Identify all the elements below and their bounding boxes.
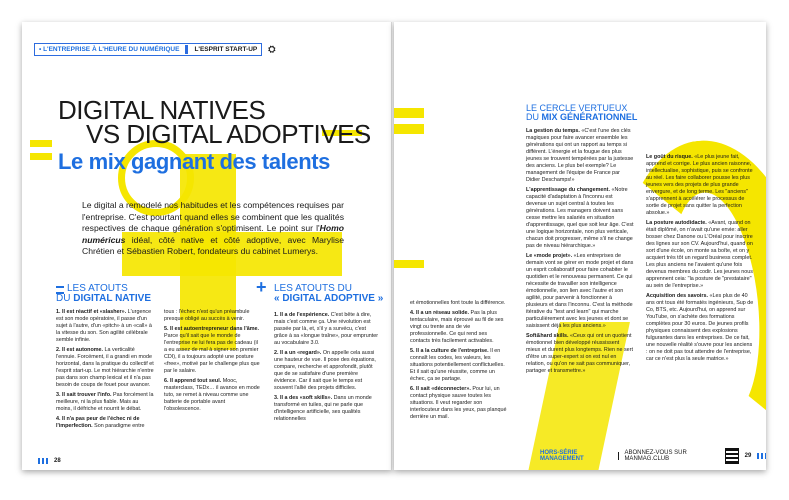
native-heading	[56, 284, 151, 304]
adoptive-item: 3. Il a des «soft skills». Dans un monde transformé en tuiles, qui ne parle que d'intelligence artificielle, ses qualités relationnelles	[274, 395, 372, 422]
cercle-heading	[526, 104, 637, 122]
native-item: 3. Il sait trouver l'info. Pas forcément la meilleure, ni la plus fiable. Mais au moins, il défriche et nourrit le débat.	[56, 392, 154, 412]
cercle-column	[526, 128, 634, 378]
footer-dots	[757, 453, 766, 459]
native-item: 5. Il est autoentrepreneur dans l'âme. Parce qu'il sait que le monde de l'entreprise ne lui fera pas de cadeau (il a eu assez de mal à signer son premier CDI), il a toujours adopté une posture «free», motivé par le challenge plus que par le salaire.	[164, 326, 260, 374]
yellow-equals-bar	[30, 140, 52, 147]
adoptive-heading	[274, 284, 383, 304]
footer-dots	[38, 458, 48, 464]
page-number: 28	[54, 458, 61, 464]
yellow-bar-bottom	[394, 260, 424, 268]
lead-emphasis: Homo numéricus	[82, 223, 344, 245]
adoptive-column-continued	[410, 300, 508, 424]
header-divider	[185, 45, 188, 54]
yellow-equals-bar-2	[30, 153, 52, 160]
cercle-item: Le «mode projet». «Les entreprises de demain vont se gérer en mode projet et dans un esprit collaboratif pour faire cohabiter le quotidien et le renouveau permanent. Ce qui nécessite de travailler son intelligence émotionnelle, son lien avec l'autre et son agilité, pour parvenir à fonctionner à plusieurs et dans l'inconnu. C'est la méthode itérative du "test and learn" qui marche particulièrement avec les jeunes et dont se saisissent déjà les plus anciens.»	[526, 253, 634, 329]
native-heading-line1: LES ATOUTS	[67, 283, 128, 294]
adoptive-item: 5. Il a la culture de l'entreprise. Il en connaît les codes, les valeurs, les situations potentiellement conflictuelles. Et il sait qu'une réussite, comme un échec, ça se partage.	[410, 348, 505, 382]
native-item: 1. Il est réactif et «slasher». L'urgence est son mode opératoire, il passe d'un sujet à l'autre, d'un «pitch» à un «call» à la vitesse du son. Son agilité célébrale semble infinie.	[56, 309, 152, 343]
rocket-icon: ⛭	[268, 43, 276, 54]
adoptive-item: 4. Il a un réseau solide. Pas la plus tentaculaire, mais éprouvé au fil de ses vingt ou trente ans de vie professionnelle. Ce qui rend ses contacts très facilement activables.	[410, 310, 504, 344]
cercle-heading-line1: LE CERCLE VERTUEUX	[526, 103, 628, 113]
native-item: 4. Il n'a pas peur de l'échec ni de l'imperfection. Son paradigme entre	[56, 416, 145, 429]
page-title	[58, 95, 371, 149]
native-item: tous : l'échec n'est qu'un préambule presque obligé au succès à venir.	[164, 309, 250, 322]
plus-icon: +	[256, 277, 267, 297]
adoptive-heading-line1: LES ATOUTS DU	[274, 283, 352, 294]
cercle-item: L'apprentissage du changement. «Notre capacité d'adaptation à l'inconnu est devenue un sujet central à toutes les générations. Les managers doivent sans cesse mettre les salariés en situation d'apprentissage, quel que soit leur âge. C'est une logique horizontale, non plus verticale, chacun doit progresser, même s'il ne change pas de niveau hiérarchique.»	[526, 187, 634, 249]
native-heading-du: DU	[56, 293, 74, 304]
title-line-1: DIGITAL NATIVES	[58, 95, 266, 125]
cercle-item: La gestion du temps. «C'est l'une des clés magiques pour faire avancer ensemble les générations qui ont un rapport au temps si différent. L'énergie et la fougue des plus jeunes se trouvent tempérées par la justesse des anciens. Le plus bel exemple? Le management de l'équipe de France par Didier Deschamps!»	[526, 128, 634, 183]
cercle-item: La posture autodidacte. «Avant, quand on était diplômé, on n'avait qu'une envie: aller bosser chez Danone ou L'Oréal pour inscrire des lignes sur son CV. Aujourd'hui, quand on sort d'une école, on monte sa boîte, et on y acquiert très tôt un regard business complet. Les plus anciens ne l'avaient qu'une fois devenus membres du codir. Les jeunes nous apprennent ceia: "la posture de "prestataire" au sein de l'entreprise.»	[646, 220, 753, 289]
native-column-1	[56, 309, 154, 433]
adoptive-item: 2. Il a un «regard». On appelle cela aussi une hauteur de vue. Il pose des équations, compare, recherche et approfondit, plutôt que de se satisfaire d'une première évidence. Car il sait que le temps est souvent l'allié des projets difficiles.	[274, 350, 376, 391]
lead-paragraph	[82, 200, 344, 258]
header-section: • L'ENTREPRISE À L'HEURE DU NUMÉRIQUE	[39, 45, 180, 53]
native-item: 6. Il apprend tout seul. Mooc, masterclass, TEDx… il avance en mode tuto, se remet à niveau comme une batterie de portable avant l'obsolescence.	[164, 378, 260, 412]
cercle-item: Le goût du risque. «Le plus jeune fait, apprend et corrige. Le plus ancien raisonne, intellectualise, sophistique, puis se confronte au réel. Les faire collaborer pousse les plus jeunes vers des projets de plus grande envergure, et de long terme. Les "anciens" s'apprennent à accélérer le processus de sortie de projet sans quitter la perfection absolue.»	[646, 154, 753, 216]
footer-subscribe: ABONNEZ-VOUS SUR MANMAG.CLUB	[624, 450, 687, 462]
header-tag: L'ESPRIT START-UP	[194, 45, 258, 53]
lead-text-2: idéal, côté native et côté adoptive, avec Marylise Chrétien et Sébastien Robert, fondateurs du cabinet Lumerys.	[82, 234, 344, 256]
cercle-item: Soft&hard skills. «Ceux qui ont un quotient émotionnel bien développé réussissent mieux et durent plus longtemps. Rien ne sert d'être un super-expert si on est nul en relation, ou qu'on ne sait pas communiquer, partager et transmettre.»	[526, 333, 633, 374]
native-heading-strong: DIGITAL NATIVE	[73, 293, 152, 304]
adoptive-item: 1. Il a de l'expérience. C'est bête à dire, mais c'est comme ça. Une révolution est passée par là, et, s'il y a survécu, c'est grâce à sa «longue traîne», pour emprunter au vocabulaire 3.0.	[274, 312, 378, 346]
cercle-column-2	[646, 154, 754, 366]
native-item: 2. Il est autonome. La verticalité l'ennuie. Forcément, il a grandi en mode horizontal, dans la pratique du collectif et l'esprit start-up. Le mot hiérarchie n'entre pas dans son champ lexical et il n'a pas besoin de coups de fouet pour avancer.	[56, 347, 154, 388]
native-column-2	[164, 309, 262, 416]
yellow-equals-bar-top	[394, 108, 424, 118]
cercle-heading-strong: MIX GÉNÉRATIONNEL	[541, 112, 638, 122]
yellow-equals-bar-bottom	[394, 124, 424, 134]
page-number: 29	[744, 453, 752, 459]
cercle-heading-du: DU	[526, 112, 542, 122]
qr-code-icon	[725, 448, 739, 464]
footer-divider	[618, 452, 619, 460]
left-page	[22, 22, 392, 470]
header-box	[34, 43, 262, 56]
page-header	[34, 44, 275, 54]
lead-text-1: Le digital a remodelé nos habitudes et les compétences requises par l'entreprise. C'est pourtant quand elles se combinent que les qualités respectives de chaque génération s'optimisent. Le point sur l'	[82, 200, 344, 233]
right-page	[394, 22, 766, 470]
adoptive-column	[274, 312, 380, 426]
adoptive-item: et émotionnelles font toute la différence.	[410, 300, 506, 306]
footer-label: HORS-SÉRIE MANAGEMENT	[540, 450, 584, 462]
cercle-item: Acquisition des savoirs. «Les plus de 40 ans ont tous été formatés ingénieurs, Sup de Co, BTS, etc. Aujourd'hui, on apprend sur YouTube, on s'achète des formations complètes pour 30 euros. De jeunes profils physiques connaissent des explosions fulgurantes dans les entreprises. De ce fait, une nouvelle réalité s'ouvre pour les anciens : on ne doit pas tout attendre de l'entreprise, car ce n'est plus la seule matrice.»	[646, 293, 754, 362]
page-subtitle: Le mix gagnant des talents	[58, 149, 331, 174]
left-footer	[38, 458, 61, 464]
adoptive-heading-strong: « DIGITAL ADOPTIVE »	[274, 293, 384, 304]
right-footer	[540, 448, 766, 464]
title-line-2: VS DIGITAL ADOPTIVES	[86, 119, 371, 149]
adoptive-item: 6. Il sait «déconnecter». Pour lui, un contact physique sauve toutes les situations. Il veut regarder son interlocuteur dans les yeux, pas planqué derrière un mail.	[410, 386, 507, 420]
